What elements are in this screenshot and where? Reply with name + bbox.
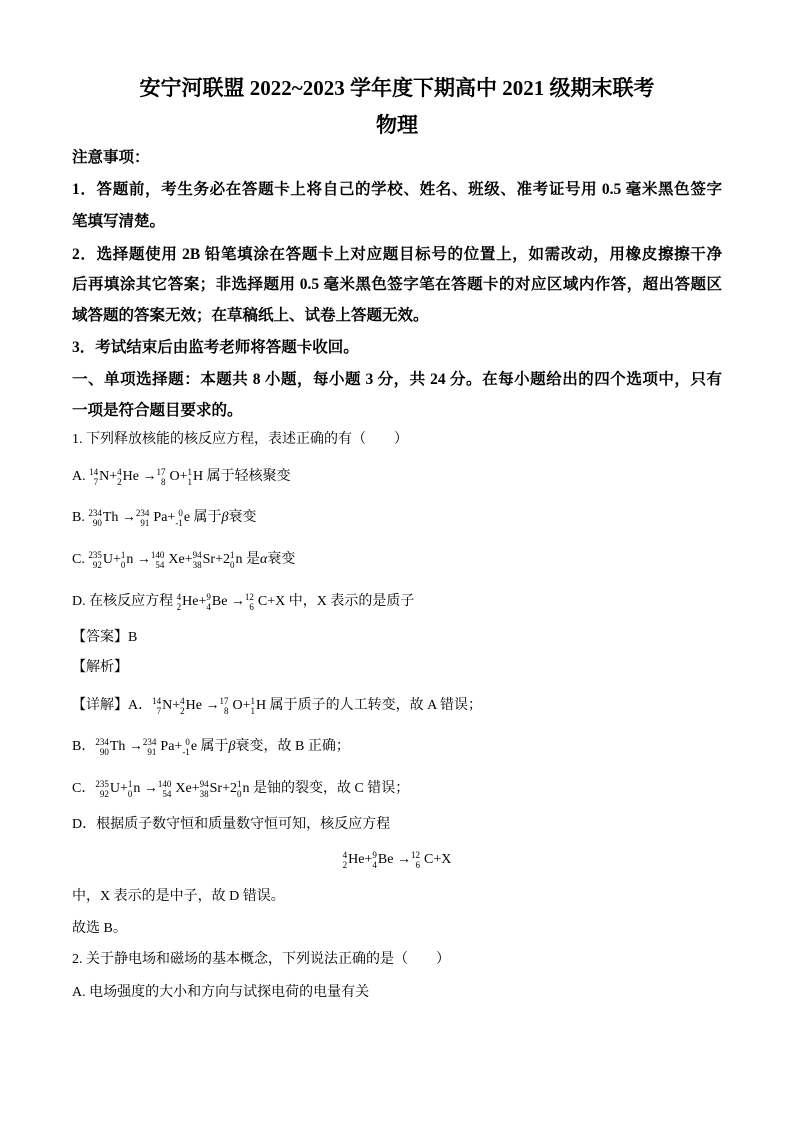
notice-item-1-line-1: 1．答题前，考生务必在答题卡上将自己的学校、姓名、班级、准考证号用 0.5 毫米黑色签字 bbox=[72, 181, 722, 198]
mass-number: 9 bbox=[372, 849, 377, 860]
nuclide bbox=[89, 466, 110, 487]
nuclide bbox=[176, 591, 199, 612]
nuclide bbox=[95, 736, 126, 757]
atomic-number: 4 bbox=[206, 601, 211, 612]
nuclide-scripts bbox=[230, 550, 235, 570]
nuclide-scripts bbox=[372, 850, 377, 870]
text-run: + bbox=[184, 552, 193, 567]
mass-number: 234 bbox=[142, 736, 157, 747]
mass-number: 235 bbox=[88, 549, 102, 560]
nuclide bbox=[372, 849, 394, 870]
nuclide-scripts bbox=[193, 550, 202, 570]
notice-heading: 注意事项： bbox=[72, 149, 150, 166]
text-run: 属于 bbox=[190, 510, 222, 525]
atomic-number: 1 bbox=[187, 476, 193, 487]
nuclide bbox=[127, 778, 141, 799]
nuclide-scripts bbox=[237, 779, 242, 799]
nuclide-scripts bbox=[200, 779, 209, 799]
atomic-number: 7 bbox=[156, 705, 162, 716]
reaction-arrow: → bbox=[133, 552, 151, 567]
text-run: 属于轻核聚变 bbox=[203, 469, 291, 484]
nuclide-scripts bbox=[156, 467, 165, 487]
nuclide bbox=[95, 778, 120, 799]
text-run: + bbox=[364, 852, 373, 867]
atomic-number: 1 bbox=[250, 705, 256, 716]
subject-title: 物理 bbox=[376, 113, 418, 137]
notice-item-2-line-1: 2．选择题使用 2B 铅笔填涂在答题卡上对应题目标号的位置上，如需改动，用橡皮擦擦干净 bbox=[72, 246, 722, 263]
text-run: C． bbox=[72, 781, 96, 796]
nuclide bbox=[142, 736, 175, 757]
nuclide bbox=[156, 466, 180, 487]
text-run: B. bbox=[72, 510, 89, 525]
nuclide bbox=[342, 849, 365, 870]
question-1-stem: 1. 下列释放核能的核反应方程，表述正确的有（ ） bbox=[72, 432, 408, 447]
greek-symbol: α bbox=[259, 552, 268, 567]
element-symbol: Sr bbox=[202, 552, 216, 567]
text-run: 属于 bbox=[197, 739, 229, 754]
text-run: 衰变，故 B 正确； bbox=[235, 739, 350, 754]
reaction-arrow: → bbox=[393, 852, 411, 867]
text-run: +X 中，X 表示的是质子 bbox=[267, 594, 415, 609]
atomic-number: 92 bbox=[92, 559, 102, 570]
atomic-number: 54 bbox=[162, 788, 172, 799]
text-run: 衰变 bbox=[267, 552, 296, 567]
answer-line: 【答案】B bbox=[72, 630, 138, 645]
text-run: A. bbox=[72, 469, 90, 484]
element-symbol: n bbox=[242, 781, 250, 796]
text-run: B． bbox=[72, 739, 96, 754]
mass-number: 234 bbox=[135, 507, 150, 518]
atomic-number: 2 bbox=[180, 705, 185, 716]
text-run: + bbox=[119, 781, 128, 796]
element-symbol: H bbox=[193, 469, 204, 484]
nuclide bbox=[182, 736, 198, 757]
nuclide bbox=[150, 549, 185, 570]
text-run: 衰变 bbox=[228, 510, 257, 525]
element-symbol: He bbox=[122, 469, 139, 484]
nuclide-scripts bbox=[89, 467, 98, 487]
nuclide-scripts bbox=[88, 550, 102, 570]
text-run: C. bbox=[72, 552, 89, 567]
analysis-heading: 【解析】 bbox=[72, 660, 128, 675]
atomic-number: 6 bbox=[249, 601, 254, 612]
element-symbol: He bbox=[185, 698, 202, 713]
question-1-option-d bbox=[72, 587, 722, 617]
atomic-number: 6 bbox=[415, 859, 420, 870]
nuclide bbox=[410, 849, 434, 870]
mass-number: 1 bbox=[236, 778, 242, 789]
detail-a bbox=[72, 691, 722, 721]
nuclide-scripts bbox=[182, 737, 190, 757]
mass-number: 4 bbox=[342, 849, 348, 860]
nuclide-scripts bbox=[206, 592, 211, 612]
reaction-arrow: → bbox=[125, 739, 143, 754]
element-symbol: Be bbox=[211, 594, 228, 609]
nuclide bbox=[187, 466, 204, 487]
element-symbol: O bbox=[169, 469, 180, 484]
section-heading-line-1: 一、单项选择题：本题共 8 小题，每小题 3 分，共 24 分。在每小题给出的四个选项中，只有 bbox=[72, 371, 722, 388]
mass-number: 4 bbox=[180, 695, 185, 706]
nuclide bbox=[250, 695, 267, 716]
nuclide-scripts bbox=[128, 779, 133, 799]
element-symbol: Th bbox=[102, 510, 119, 525]
mass-number: 12 bbox=[244, 591, 254, 602]
mass-number: 234 bbox=[88, 507, 102, 518]
text-run: + bbox=[167, 510, 176, 525]
mass-number: 4 bbox=[117, 466, 122, 477]
nuclide bbox=[199, 778, 223, 799]
nuclide-scripts bbox=[143, 737, 157, 757]
mass-number: 14 bbox=[89, 466, 99, 477]
nuclide-scripts bbox=[121, 550, 126, 570]
text-run: 是 bbox=[242, 552, 260, 567]
nuclide-scripts bbox=[88, 508, 102, 528]
element-symbol: Th bbox=[109, 739, 126, 754]
detail-d-intro: D．根据质子数守恒和质量数守恒可知，核反应方程 bbox=[72, 817, 391, 832]
element-symbol: H bbox=[256, 698, 267, 713]
atomic-number: 92 bbox=[99, 788, 109, 799]
element-symbol: Xe bbox=[175, 781, 192, 796]
element-symbol: C bbox=[423, 852, 434, 867]
question-1-option-c bbox=[72, 545, 722, 575]
element-symbol: N bbox=[99, 469, 110, 484]
element-symbol: C bbox=[257, 594, 268, 609]
atomic-number: 8 bbox=[223, 705, 229, 716]
mass-number: 235 bbox=[95, 778, 109, 789]
final-choice: 故选 B。 bbox=[72, 921, 127, 936]
nuclide-scripts bbox=[95, 737, 109, 757]
atomic-number: 91 bbox=[147, 746, 157, 757]
atomic-number: 0 bbox=[229, 559, 235, 570]
reaction-arrow: → bbox=[118, 510, 136, 525]
mass-number: 140 bbox=[157, 778, 172, 789]
greek-symbol: β bbox=[228, 739, 236, 754]
atomic-number: 38 bbox=[192, 559, 202, 570]
mass-number: 0 bbox=[178, 507, 183, 518]
mass-number: 140 bbox=[150, 549, 165, 560]
element-symbol: Xe bbox=[168, 552, 185, 567]
reaction-arrow: → bbox=[138, 469, 157, 484]
atomic-number: 7 bbox=[93, 476, 99, 487]
atomic-number: 2 bbox=[117, 476, 122, 487]
text-run: + bbox=[198, 594, 207, 609]
question-1-option-a bbox=[72, 462, 722, 492]
mass-number: 17 bbox=[156, 466, 166, 477]
nuclide bbox=[88, 549, 113, 570]
mass-number: 1 bbox=[127, 778, 133, 789]
atomic-number: -1 bbox=[175, 517, 183, 528]
atomic-number: 0 bbox=[127, 788, 133, 799]
detail-d-conclusion: 中，X 表示的是中子，故 D 错误。 bbox=[72, 889, 285, 904]
detail-b bbox=[72, 732, 722, 762]
nuclide bbox=[192, 549, 216, 570]
element-symbol: Pa bbox=[160, 739, 175, 754]
element-symbol: e bbox=[183, 510, 191, 525]
nuclide bbox=[120, 549, 134, 570]
nuclide bbox=[236, 778, 250, 799]
atomic-number: 90 bbox=[99, 746, 109, 757]
element-symbol: n bbox=[235, 552, 243, 567]
element-symbol: He bbox=[348, 852, 365, 867]
greek-symbol: β bbox=[221, 510, 229, 525]
nuclide-scripts bbox=[158, 779, 172, 799]
nuclide bbox=[135, 507, 168, 528]
element-symbol: Sr bbox=[209, 781, 223, 796]
atomic-number: 2 bbox=[176, 601, 182, 612]
nuclide bbox=[175, 507, 191, 528]
atomic-number: -1 bbox=[182, 746, 190, 757]
nuclide-scripts bbox=[151, 550, 165, 570]
nuclide-scripts bbox=[188, 467, 193, 487]
atomic-number: 38 bbox=[199, 788, 209, 799]
text-run: + bbox=[242, 698, 251, 713]
nuclide-scripts bbox=[219, 696, 228, 716]
text-run: + bbox=[179, 469, 188, 484]
question-1-option-b bbox=[72, 503, 722, 533]
section-heading-line-2: 一项是符合题目要求的。 bbox=[72, 402, 243, 419]
element-symbol: e bbox=[190, 739, 198, 754]
nuclide bbox=[180, 695, 202, 716]
nuclide bbox=[152, 695, 173, 716]
nuclide-scripts bbox=[175, 508, 183, 528]
notice-item-1-line-2: 笔填写清楚。 bbox=[72, 213, 166, 230]
nuclide bbox=[244, 591, 268, 612]
element-symbol: He bbox=[182, 594, 199, 609]
atomic-number: 90 bbox=[92, 517, 102, 528]
mass-number: 1 bbox=[187, 466, 193, 477]
nuclide-scripts bbox=[180, 696, 185, 716]
nuclide-scripts bbox=[136, 508, 150, 528]
text-run: +2 bbox=[222, 781, 237, 796]
atomic-number: 91 bbox=[140, 517, 150, 528]
mass-number: 17 bbox=[219, 695, 229, 706]
element-symbol: O bbox=[232, 698, 243, 713]
reaction-arrow: → bbox=[140, 781, 158, 796]
mass-number: 1 bbox=[229, 549, 235, 560]
text-run: 是铀的裂变，故 C 错误； bbox=[249, 781, 410, 796]
atomic-number: 2 bbox=[342, 859, 348, 870]
nuclide-scripts bbox=[117, 467, 122, 487]
text-run: +X bbox=[433, 852, 452, 867]
atomic-number: 0 bbox=[236, 788, 242, 799]
mass-number: 1 bbox=[250, 695, 256, 706]
text-run: 属于质子的人工转变，故 A 错误； bbox=[266, 698, 482, 713]
text-run: + bbox=[112, 552, 121, 567]
reaction-arrow: → bbox=[201, 698, 220, 713]
mass-number: 14 bbox=[152, 695, 162, 706]
notice-item-2-line-2: 后再填涂其它答案；非选择题用 0.5 毫米黑色签字笔在答题卡的对应区域内作答，超出答题区 bbox=[72, 276, 722, 293]
mass-number: 9 bbox=[206, 591, 211, 602]
text-run: + bbox=[172, 698, 181, 713]
question-2-stem: 2. 关于静电场和磁场的基本概念，下列说法正确的是（ ） bbox=[72, 952, 450, 967]
nuclide bbox=[206, 591, 228, 612]
nuclide-scripts bbox=[411, 850, 420, 870]
element-symbol: N bbox=[162, 698, 173, 713]
nuclide-scripts bbox=[152, 696, 161, 716]
element-symbol: n bbox=[133, 781, 141, 796]
element-symbol: U bbox=[109, 781, 120, 796]
element-symbol: Pa bbox=[153, 510, 168, 525]
text-run: + bbox=[109, 469, 118, 484]
atomic-number: 54 bbox=[155, 559, 165, 570]
detail-d-equation bbox=[0, 845, 794, 875]
element-symbol: n bbox=[126, 552, 134, 567]
mass-number: 234 bbox=[95, 736, 109, 747]
mass-number: 0 bbox=[185, 736, 190, 747]
mass-number: 4 bbox=[176, 591, 182, 602]
mass-number: 94 bbox=[199, 778, 209, 789]
nuclide-scripts bbox=[343, 850, 348, 870]
element-symbol: Be bbox=[377, 852, 394, 867]
nuclide-scripts bbox=[177, 592, 182, 612]
nuclide bbox=[219, 695, 243, 716]
text-run: D. 在核反应方程 bbox=[72, 594, 177, 609]
mass-number: 1 bbox=[120, 549, 126, 560]
text-run: +2 bbox=[215, 552, 230, 567]
nuclide-scripts bbox=[245, 592, 254, 612]
exam-title: 安宁河联盟 2022~2023 学年度下期高中 2021 级期末联考 bbox=[139, 76, 655, 100]
nuclide-scripts bbox=[95, 779, 109, 799]
element-symbol: U bbox=[102, 552, 113, 567]
mass-number: 12 bbox=[410, 849, 420, 860]
detail-c bbox=[72, 774, 722, 804]
nuclide-scripts bbox=[251, 696, 256, 716]
nuclide bbox=[229, 549, 243, 570]
reaction-arrow: → bbox=[227, 594, 245, 609]
atomic-number: 0 bbox=[120, 559, 126, 570]
nuclide bbox=[88, 507, 119, 528]
question-2-option-a: A. 电场强度的大小和方向与试探电荷的电量有关 bbox=[72, 985, 370, 1000]
atomic-number: 8 bbox=[160, 476, 166, 487]
nuclide bbox=[157, 778, 192, 799]
text-run: 【详解】A． bbox=[72, 698, 153, 713]
notice-item-3: 3．考试结束后由监考老师将答题卡收回。 bbox=[72, 339, 359, 356]
text-run: + bbox=[174, 739, 183, 754]
text-run: + bbox=[191, 781, 200, 796]
notice-item-2-line-3: 域答题的答案无效；在草稿纸上、试卷上答题无效。 bbox=[72, 307, 429, 324]
atomic-number: 4 bbox=[372, 859, 377, 870]
nuclide bbox=[117, 466, 139, 487]
mass-number: 94 bbox=[192, 549, 202, 560]
